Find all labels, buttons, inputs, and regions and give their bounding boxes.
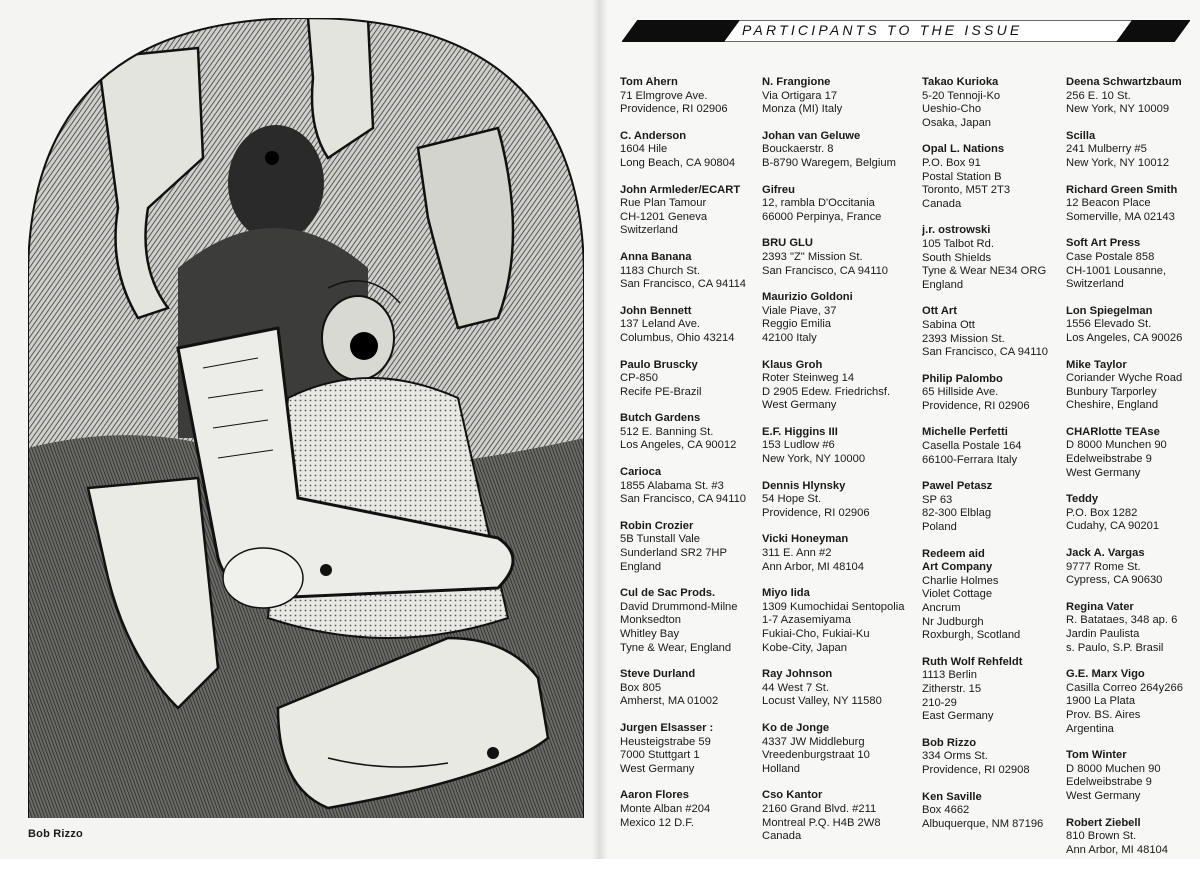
participant-name: Deena Schwartzbaum [1066,76,1182,88]
participant-address-line: Heusteigstrabe 59 [620,735,711,748]
participant-address-line: P.O. Box 1282 [1066,506,1138,519]
participant-address-line: Providence, RI 02908 [922,763,1030,776]
participant-name: Tom Winter [1066,749,1127,762]
participant-entry [762,533,906,574]
participant-address-line: Viale Piave, 37 [762,304,837,317]
participant-address-line: Los Angeles, CA 90026 [1066,331,1183,344]
participant-address-line: Argentina [1066,722,1114,735]
participant-address-line: 54 Hope St. [762,493,822,506]
participant-address-line: Providence, RI 02906 [762,506,870,519]
participant-address-line: 4337 JW Middleburg [762,735,865,748]
participant-entry [1066,184,1200,225]
participant-entry [922,480,1066,534]
participant-address-line: 334 Orms St. [922,750,988,763]
participant-address-line: Poland [922,521,957,534]
participant-entry [922,791,1066,832]
participant-address-line: Cudahy, CA 90201 [1066,520,1160,533]
participant-address-line: Albuquerque, NM 87196 [922,817,1044,830]
participant-name: Mike Taylor [1066,358,1127,371]
participant-address-line: SP 63 [922,493,953,506]
participant-name: Jack A. Vargas [1066,547,1145,560]
participant-address-line: Kobe-City, Japan [762,641,847,654]
participant-name: Paulo Bruscky [620,358,698,371]
participant-address-line: Switzerland [620,224,678,237]
participant-name: Regina Vater [1066,600,1134,613]
participant-address-line: England [620,560,662,573]
participant-address-line: 9777 Rome St. [1066,560,1141,573]
participant-address-line: Ann Arbor, MI 48104 [1066,843,1168,856]
participant-name: John Armleder/ECART [620,183,741,196]
participant-entry [1066,668,1200,736]
participant-address-line: Casilla Correo 264y266 [1066,681,1183,694]
participant-entry [1066,601,1200,655]
participant-entry [1066,547,1200,588]
participant-address-line: Somerville, MA 02143 [1066,210,1175,223]
participant-entry [762,426,906,467]
page-gutter [592,0,608,859]
participant-address-line: 65 Hillside Ave. [922,386,999,399]
participant-address-line: Sunderland SR2 7HP [620,547,727,560]
participant-name: Teddy [1066,493,1099,506]
participant-address-line: Cheshire, England [1066,399,1159,412]
participant-address-line: Holland [762,762,800,775]
participant-name: E.F. Higgins III [762,425,838,438]
participant-address-line: Bouckaerstr. 8 [762,143,834,156]
participant-name: Tom Ahern [620,76,678,88]
participant-address-line: West Germany [620,762,695,775]
participant-address-line: Prov. BS. Aires [1066,708,1141,721]
participant-address-line: Reggio Emilia [762,318,832,331]
participant-address-line: 12, rambla D'Occitania [762,197,875,210]
participant-name: Miyo Iida [762,587,810,600]
participant-address-line: New York, NY 10009 [1066,103,1170,116]
participant-name: Butch Gardens [620,412,701,425]
participant-entry [762,184,906,225]
participant-name: Carioca [620,466,662,479]
participant-address-line: Rue Plan Tamour [620,197,707,210]
participant-entry [620,520,764,574]
participant-address-line: Postal Station B [922,170,1002,183]
participant-entry [922,737,1066,778]
participant-entry [762,291,906,345]
participant-entry [762,76,906,117]
participant-name: CHARlotte TEAse [1066,425,1160,438]
participant-address-line: Mexico 12 D.F. [620,816,694,829]
participant-address-line: Whitley Bay [620,628,680,640]
participant-name: Dennis Hlynsky [762,479,846,492]
participant-address-line: San Francisco, CA 94110 [620,493,747,506]
participants-column-2 [762,76,906,857]
participant-entry [1066,237,1200,291]
participant-name: Klaus Groh [762,358,823,371]
participant-address-line: Monte Alban #204 [620,802,711,815]
participant-entry [620,587,764,655]
participant-name: Jurgen Elsasser : [620,721,714,734]
participant-address-line: Via Ortigara 17 [762,89,838,102]
participant-entry [1066,359,1200,413]
participant-entry [762,359,906,413]
participant-address-line: Amherst, MA 01002 [620,695,719,708]
participant-entry [762,668,906,709]
participant-address-line: Tyne & Wear, England [620,641,732,654]
participant-address-line: Roter Steinweg 14 [762,372,855,385]
participant-entry [1066,493,1200,534]
participant-entry [922,143,1066,211]
participant-address-line: 5-20 Tennoji-Ko [922,89,1001,102]
participant-name: Richard Green Smith [1066,183,1178,196]
participant-address-line: 1556 Elevado St. [1066,318,1152,331]
participant-name: Redeem aid [922,547,985,560]
participant-address-line: 2393 Mission St. [922,332,1005,345]
participant-address-line: 2393 "Z" Mission St. [762,250,863,263]
participant-name: Lon Spiegelman [1066,304,1153,317]
participant-address-line: 256 E. 10 St. [1066,89,1131,102]
participant-address-line: 71 Elmgrove Ave. [620,89,708,102]
participant-entry [1066,749,1200,803]
participant-name: Maurizio Goldoni [762,291,853,304]
participant-address-line: Zitherstr. 15 [922,682,982,695]
participant-address-line: West Germany [1066,789,1141,802]
participant-address-line: Charlie Holmes [922,574,999,587]
participant-address-line: New York, NY 10000 [762,453,866,466]
participant-address-line: 5B Tunstall Vale [620,533,701,546]
participant-address-line: 137 Leland Ave. [620,318,701,331]
participant-address-line: 1309 Kumochidai Sentopolia [762,600,905,613]
participant-address-line: Edelweibstrabe 9 [1066,776,1152,789]
participant-address-line: 82-300 Elblag [922,507,992,520]
participant-address-line: D 8000 Munchen 90 [1066,439,1167,452]
participant-name: Cul de Sac Prods. [620,587,716,600]
participant-entry [922,548,1066,562]
participant-address-line: CH-1201 Geneva [620,210,708,223]
participant-name: Opal L. Nations [922,143,1005,156]
participant-address-line: 1-7 Azasemiyama [762,614,851,627]
participant-entry [922,426,1066,467]
participant-entry [922,656,1066,724]
participant-address-line: Tyne & Wear NE34 ORG [922,265,1047,278]
participant-entry [1066,305,1200,346]
participant-address-line: 44 West 7 St. [762,681,829,694]
participant-name: Ko de Jonge [762,721,830,734]
participant-entry [762,480,906,521]
participant-address-line: Violet Cottage [922,588,993,601]
participant-address-line: 1113 Berlin [922,669,977,682]
participant-entry [620,251,764,292]
participant-address-line: 1604 Hile [620,143,668,156]
participant-address-line: West Germany [1066,466,1141,479]
participant-name: Ken Saville [922,790,982,803]
participant-entry [922,224,1066,292]
participant-address-line: 105 Talbot Rd. [922,237,994,250]
participant-address-line: Canada [922,197,962,210]
participant-address-line: 7000 Stuttgart 1 [620,749,700,762]
participant-address-line: Sabina Ott [922,318,975,331]
participant-name: Bob Rizzo [922,736,977,749]
participant-address-line: Monza (MI) Italy [762,103,843,116]
participant-name: Vicki Honeyman [762,533,849,546]
participant-address-line: 210-29 [922,696,957,709]
participant-name: Robert Ziebell [1066,816,1141,829]
participant-name: Philip Palombo [922,372,1003,385]
participant-address-line: 512 E. Banning St. [620,425,714,438]
participant-address-line: Los Angeles, CA 90012 [620,439,737,452]
participant-address-line: Edelweibstrabe 9 [1066,453,1152,466]
participant-address-line: Fukiai-Cho, Fukiai-Ku [762,628,870,640]
participant-entry [1066,817,1200,858]
participant-name: Ott Art [922,305,958,318]
participant-name: Soft Art Press [1066,237,1141,250]
participant-entry [620,722,764,776]
participant-address-line: 66100-Ferrara Italy [922,453,1018,466]
participant-name: G.E. Marx Vigo [1066,668,1145,681]
participant-address-line: Coriander Wyche Road [1066,372,1183,385]
participants-column-3 [922,76,1066,844]
participant-name: John Bennett [620,304,692,317]
participant-address-line: CP-850 [620,372,658,385]
participant-address-line: Cypress, CA 90630 [1066,574,1163,587]
participant-name: C. Anderson [620,129,687,142]
participant-address-line: Box 805 [620,681,662,694]
participant-address-line: D 8000 Muchen 90 [1066,762,1161,775]
left-page [0,0,600,859]
participant-address-line: Case Postale 858 [1066,250,1155,263]
participant-entry [620,359,764,400]
participant-name: Ray Johnson [762,668,833,681]
participant-name: Michelle Perfetti [922,426,1008,439]
participant-address-line: Jardin Paulista [1066,628,1140,640]
participant-address-line: Vreedenburgstraat 10 [762,749,870,762]
participant-address-line: 153 Ludlow #6 [762,439,835,452]
participant-name: Steve Durland [620,668,696,681]
participant-entry [620,789,764,830]
participant-address-line: B-8790 Waregem, Belgium [762,156,896,169]
participant-address-line: Ann Arbor, MI 48104 [762,560,864,573]
participant-address-line: 311 E. Ann #2 [762,547,832,560]
participant-entry [620,184,764,238]
participant-entry [620,305,764,346]
participant-name: Cso Kantor [762,789,823,802]
participant-entry [620,130,764,171]
participant-address-line: Recife PE-Brazil [620,385,702,398]
participant-entry [1066,130,1200,171]
participant-address-line: P.O. Box 91 [922,156,981,169]
participant-address-line: 1183 Church St. [620,264,701,277]
participant-address-line: East Germany [922,710,994,723]
participant-address-line: Providence, RI 02906 [922,399,1030,412]
participant-name: j.r. ostrowski [922,224,991,237]
participant-address-line: Box 4662 [922,804,970,817]
participant-entry [922,305,1066,359]
participant-entry [762,789,906,843]
participant-address-line: 12 Beacon Place [1066,197,1151,210]
participant-address-line: Casella Postale 164 [922,440,1022,453]
participant-address-line: CH-1001 Lousanne, [1066,264,1167,277]
participant-address-line: s. Paulo, S.P. Brasil [1066,641,1164,654]
participant-address-line: Locust Valley, NY 11580 [762,695,882,708]
participant-entry [762,130,906,171]
collage-artwork [28,18,584,818]
participant-address-line: Nr Judburgh [922,615,984,628]
participant-address-line: Roxburgh, Scotland [922,629,1021,642]
participant-address-line: San Francisco, CA 94114 [620,278,747,291]
participant-entry [922,76,1066,130]
participant-address-line: San Francisco, CA 94110 [922,346,1049,359]
banner-title: PARTICIPANTS TO THE ISSUE [742,22,1023,38]
participant-entry [620,466,764,507]
participant-entry [762,722,906,776]
participant-address-line: West Germany [762,399,837,412]
participant-address-line: Toronto, M5T 2T3 [922,184,1011,197]
participant-entry [620,76,764,117]
participant-entry [620,668,764,709]
participant-address-line: Monksedton [620,614,681,627]
participant-name: Art Company [922,561,993,574]
participant-address-line: 241 Mulberry #5 [1066,143,1147,156]
participant-address-line: 1855 Alabama St. #3 [620,479,724,492]
participant-name: Gifreu [762,183,795,196]
participant-name: Ruth Wolf Rehfeldt [922,655,1023,668]
participant-entry [1066,426,1200,480]
participant-address-line: Long Beach, CA 90804 [620,156,736,169]
participant-address-line: Montreal P.Q. H4B 2W8 [762,816,881,829]
participant-name: Johan van Geluwe [762,129,861,142]
artwork-caption: Bob Rizzo [28,828,83,840]
participant-entry [620,412,764,453]
participant-entry [762,237,906,278]
participant-address-line: 42100 Italy [762,331,817,344]
participant-entry [922,373,1066,414]
participant-address-line: Ancrum [922,602,961,614]
participant-address-line: Osaka, Japan [922,116,992,129]
participant-address-line: Canada [762,830,802,843]
participant-address-line: England [922,278,964,291]
participant-address-line: 2160 Grand Blvd. #211 [762,802,877,815]
participant-address-line: D 2905 Edew. Friedrichsf. [762,385,891,398]
participant-name: Anna Banana [620,250,692,263]
participant-address-line: 66000 Perpinya, France [762,210,882,223]
participant-entry [922,561,1066,643]
participant-address-line: New York, NY 10012 [1066,156,1170,169]
participant-name: N. Frangione [762,76,831,88]
participants-column-4 [1066,76,1200,870]
participant-address-line: Ueshio-Cho [922,103,982,116]
participant-address-line: Columbus, Ohio 43214 [620,331,735,344]
participant-address-line: Switzerland [1066,278,1124,291]
participant-name: Takao Kurioka [922,76,999,88]
participant-entry [1066,76,1200,117]
participant-address-line: Providence, RI 02906 [620,103,728,116]
participant-address-line: South Shields [922,251,992,264]
participant-address-line: 810 Brown St. [1066,830,1137,843]
participant-name: BRU GLU [762,237,813,250]
participant-address-line: San Francisco, CA 94110 [762,264,889,277]
participant-address-line: 1900 La Plata [1066,695,1136,708]
participant-name: Robin Crozier [620,519,694,532]
participant-name: Aaron Flores [620,789,690,802]
participant-address-line: Bunbury Tarporley [1066,385,1157,398]
participant-address-line: David Drummond-Milne [620,600,738,613]
participants-column-1 [620,76,764,843]
participant-address-line: R. Batataes, 348 ap. 6 [1066,614,1178,627]
participant-name: Pawel Petasz [922,480,993,493]
participant-entry [762,587,906,655]
participant-name: Scilla [1066,129,1096,142]
